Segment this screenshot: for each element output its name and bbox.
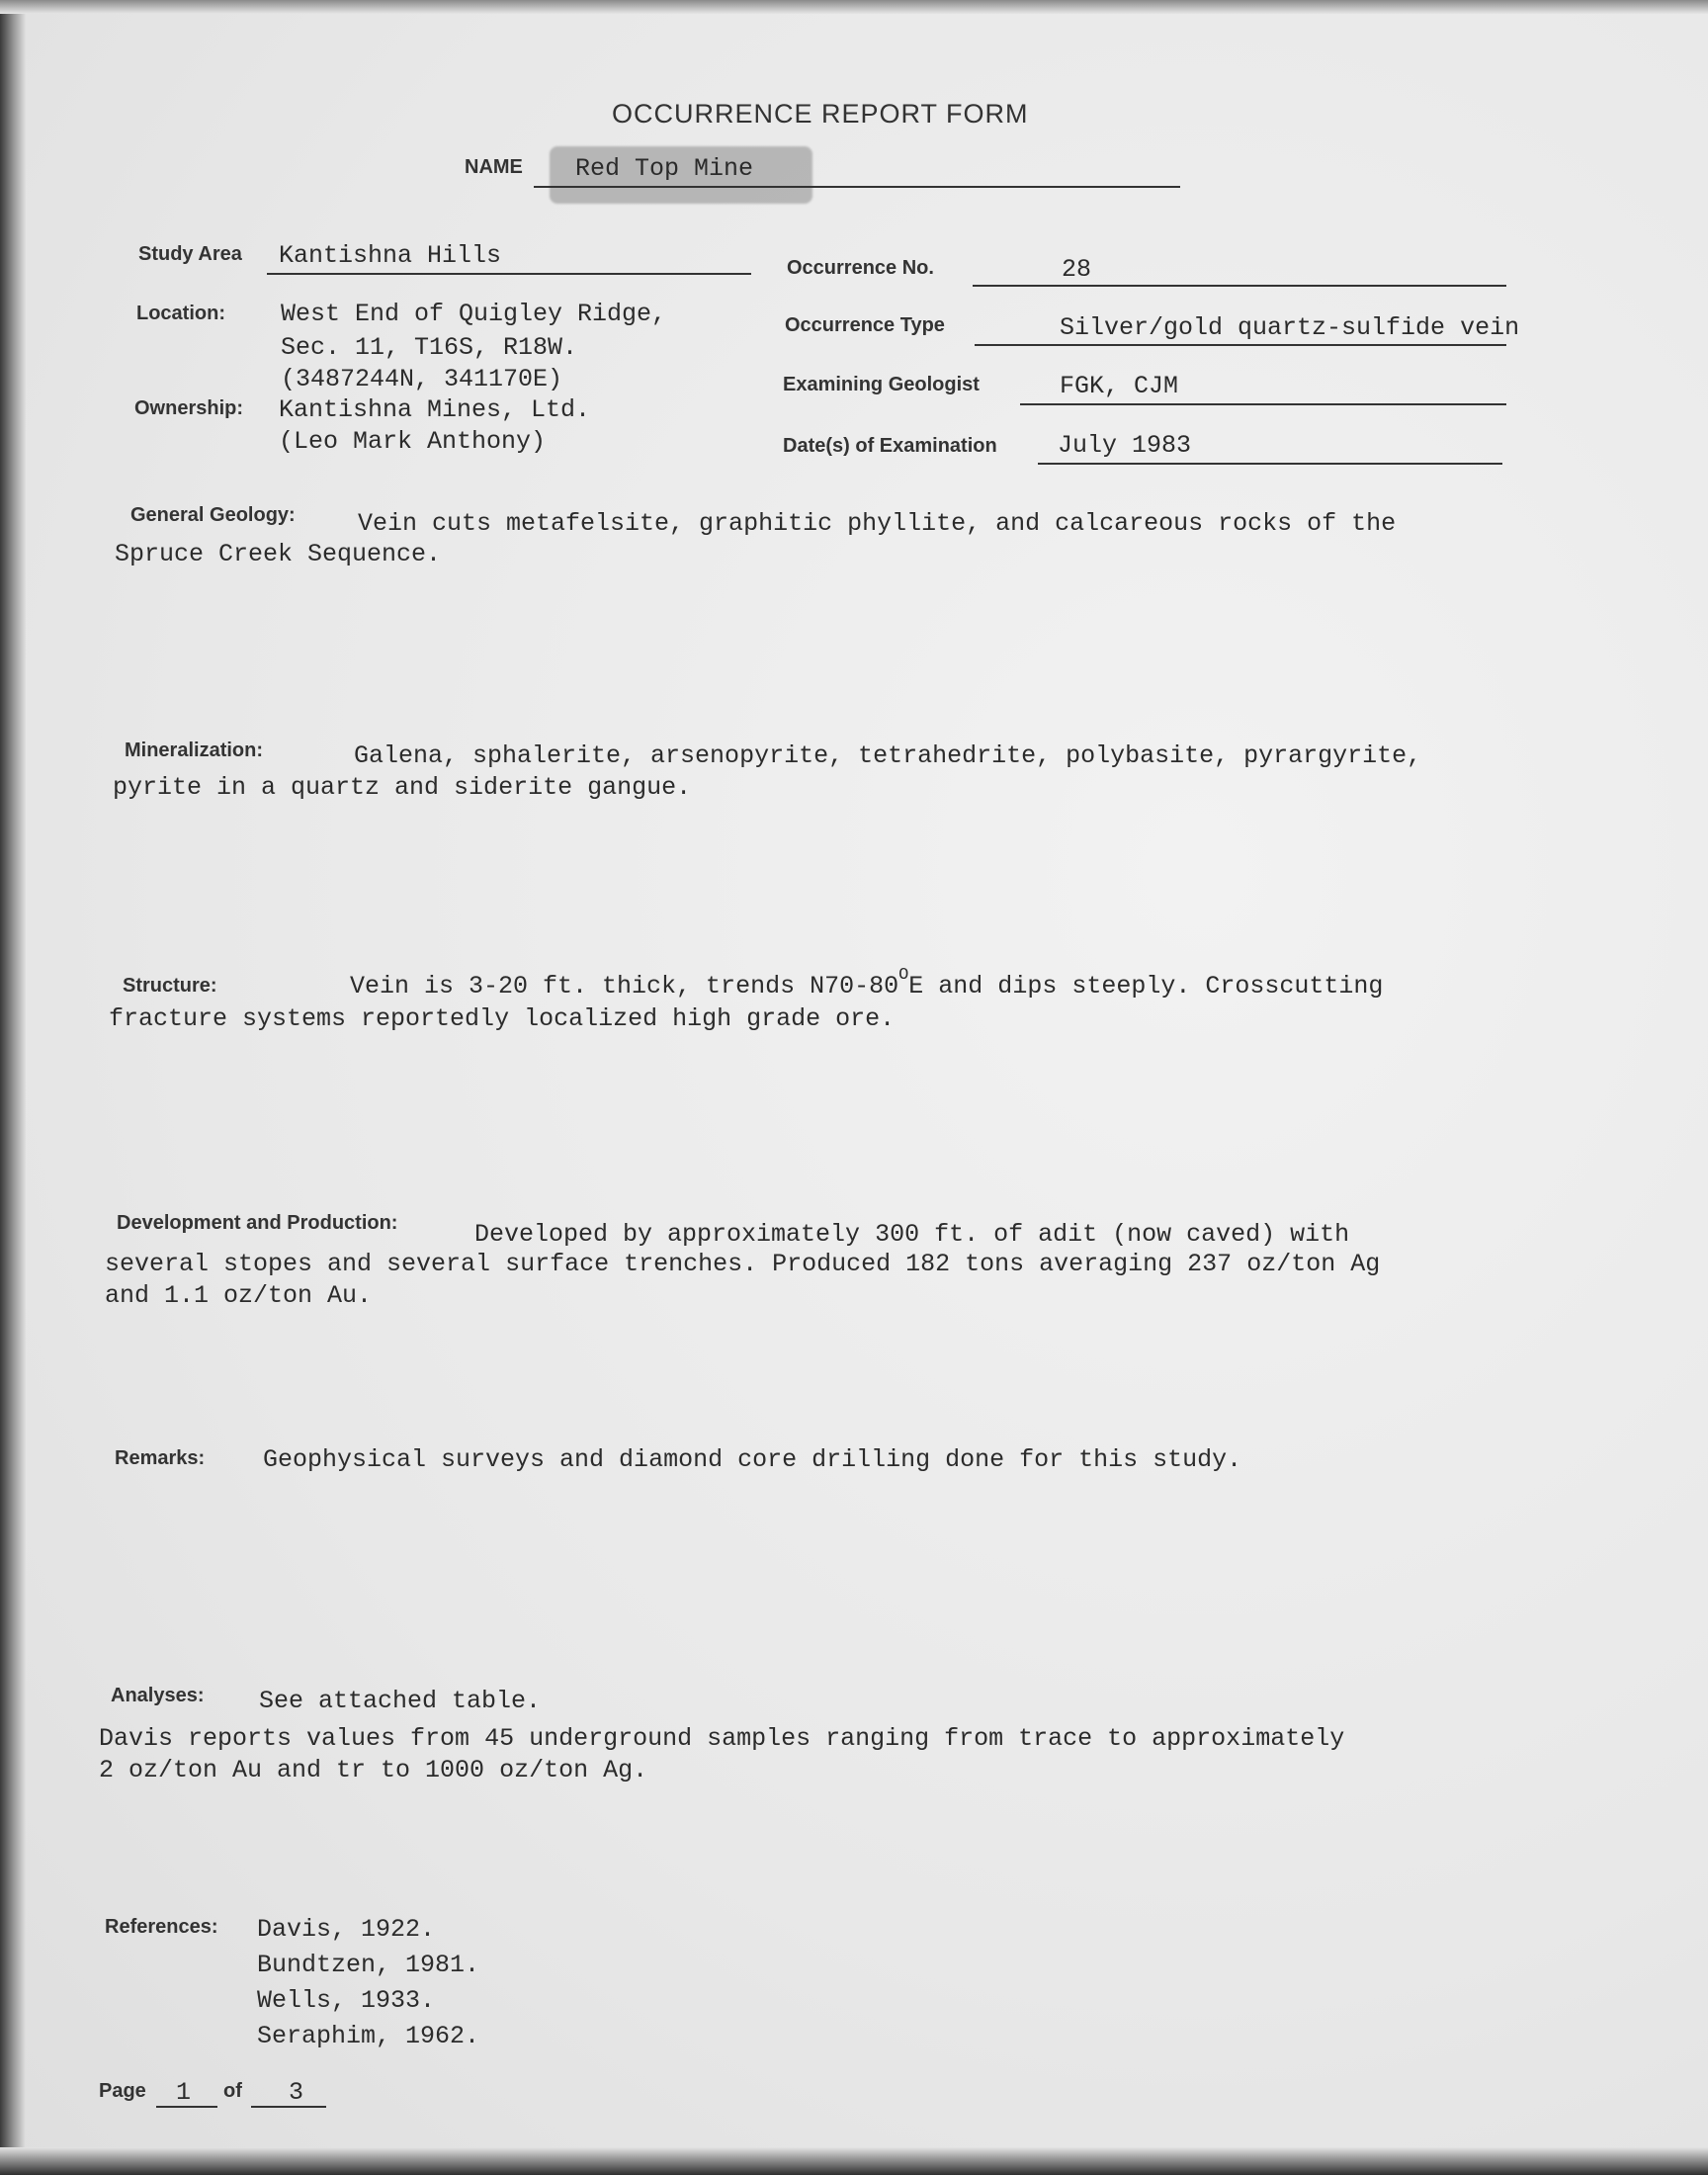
occurrence-no-underline bbox=[973, 285, 1506, 287]
study-area-value: Kantishna Hills bbox=[279, 241, 502, 270]
analyses-line-2: Davis reports values from 45 underground samples ranging from trace to approximately bbox=[99, 1724, 1345, 1753]
occurrence-type-value: Silver/gold quartz-sulfide vein bbox=[1060, 313, 1520, 342]
structure-line-1-start: Vein is 3-20 ft. thick, trends N70-80 bbox=[350, 972, 899, 1000]
occurrence-no-value: 28 bbox=[1062, 255, 1092, 284]
examining-geologist-value: FGK, CJM bbox=[1060, 372, 1179, 400]
general-geology-line-1: Vein cuts metafelsite, graphitic phyllite, and calcareous rocks of the bbox=[358, 509, 1397, 538]
of-label: of bbox=[223, 2080, 242, 2102]
development-label: Development and Production: bbox=[117, 1212, 398, 1234]
structure-line-1 bbox=[350, 966, 1384, 1000]
remarks-label: Remarks: bbox=[115, 1447, 206, 1469]
ownership-label: Ownership: bbox=[134, 397, 244, 419]
structure-line-1-end: E and dips steeply. Crosscutting bbox=[908, 972, 1384, 1000]
study-area-underline bbox=[267, 273, 751, 275]
scan-edge-left bbox=[0, 0, 26, 2175]
name-value: Red Top Mine bbox=[575, 154, 754, 183]
mineralization-line-2: pyrite in a quartz and siderite gangue. bbox=[113, 773, 692, 802]
mineralization-label: Mineralization: bbox=[125, 740, 264, 761]
development-line-1: Developed by approximately 300 ft. of adit (now caved) with bbox=[474, 1220, 1350, 1249]
location-line-2: Sec. 11, T16S, R18W. bbox=[281, 333, 578, 362]
reference-item: Wells, 1933. bbox=[257, 1986, 436, 2015]
date-label: Date(s) of Examination bbox=[783, 435, 997, 457]
scan-edge-top bbox=[0, 0, 1708, 14]
reference-item: Bundtzen, 1981. bbox=[257, 1951, 480, 1979]
degree-symbol: O bbox=[898, 966, 909, 985]
study-area-label: Study Area bbox=[138, 243, 242, 265]
analyses-label: Analyses: bbox=[111, 1685, 205, 1706]
structure-line-2: fracture systems reportedly localized high grade ore. bbox=[109, 1004, 896, 1033]
general-geology-line-2: Spruce Creek Sequence. bbox=[115, 540, 442, 568]
form-title: OCCURRENCE REPORT FORM bbox=[612, 99, 1029, 129]
name-label: NAME bbox=[465, 156, 523, 178]
scan-edge-bottom bbox=[0, 2147, 1708, 2175]
structure-label: Structure: bbox=[123, 975, 217, 997]
date-value: July 1983 bbox=[1058, 431, 1192, 460]
ownership-line-2: (Leo Mark Anthony) bbox=[279, 427, 547, 456]
name-underline bbox=[534, 186, 1180, 188]
page-total: 3 bbox=[289, 2078, 304, 2107]
development-line-2: several stopes and several surface trenches. Produced 182 tons averaging 237 oz/ton Ag bbox=[105, 1250, 1381, 1278]
location-line-3: (3487244N, 341170E) bbox=[281, 365, 563, 393]
location-label: Location: bbox=[136, 303, 225, 324]
general-geology-label: General Geology: bbox=[130, 504, 296, 526]
reference-item: Davis, 1922. bbox=[257, 1915, 436, 1944]
page-label: Page bbox=[99, 2080, 146, 2102]
references-list bbox=[257, 1912, 479, 2054]
occurrence-type-label: Occurrence Type bbox=[785, 314, 945, 336]
references-label: References: bbox=[105, 1916, 218, 1938]
examining-geologist-label: Examining Geologist bbox=[783, 374, 980, 395]
date-underline bbox=[1038, 463, 1502, 465]
reference-item: Seraphim, 1962. bbox=[257, 2022, 480, 2050]
examining-geologist-underline bbox=[1020, 403, 1506, 405]
occurrence-no-label: Occurrence No. bbox=[787, 257, 934, 279]
analyses-line-1: See attached table. bbox=[259, 1687, 542, 1715]
location-line-1: West End of Quigley Ridge, bbox=[281, 300, 667, 328]
mineralization-line-1: Galena, sphalerite, arsenopyrite, tetrahedrite, polybasite, pyrargyrite, bbox=[354, 741, 1422, 770]
analyses-line-3: 2 oz/ton Au and tr to 1000 oz/ton Ag. bbox=[99, 1756, 648, 1784]
remarks-text: Geophysical surveys and diamond core drilling done for this study. bbox=[263, 1445, 1242, 1474]
development-line-3: and 1.1 oz/ton Au. bbox=[105, 1281, 373, 1310]
occurrence-type-underline bbox=[975, 344, 1506, 346]
page-number: 1 bbox=[176, 2078, 192, 2107]
ownership-line-1: Kantishna Mines, Ltd. bbox=[279, 395, 591, 424]
